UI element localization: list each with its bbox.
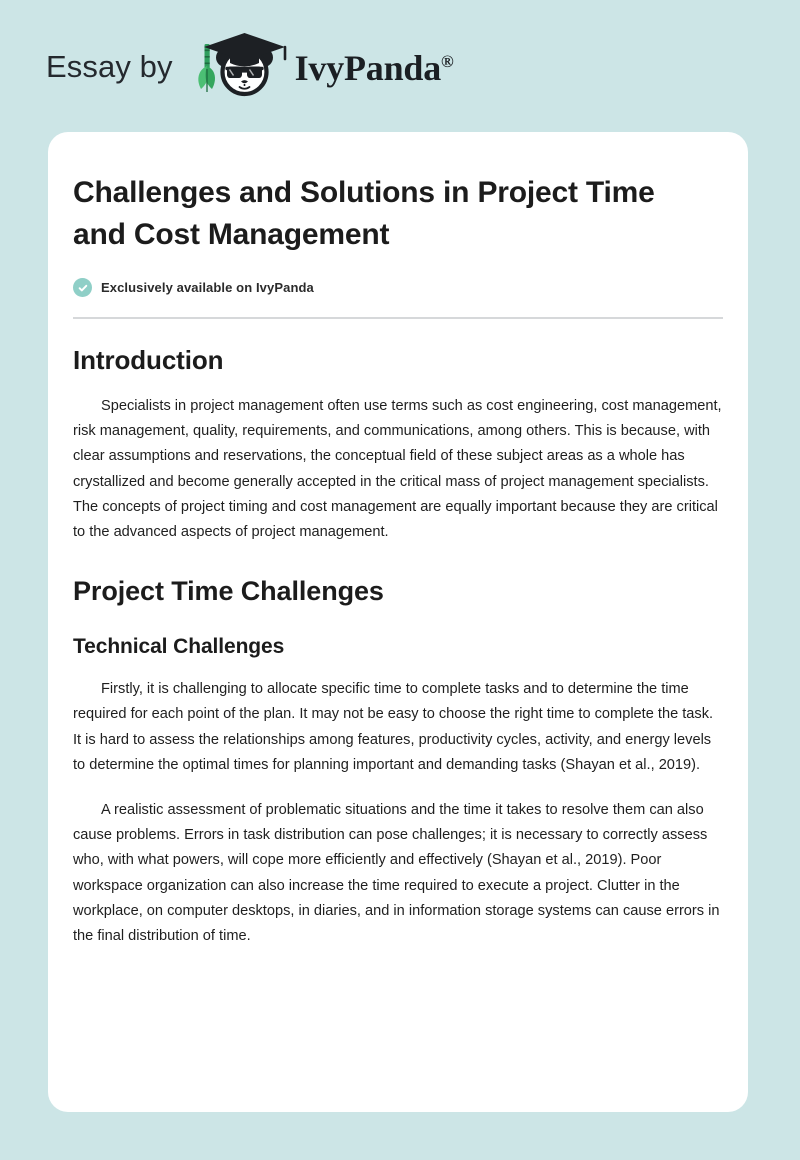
paragraph: Firstly, it is challenging to allocate specific time to complete tasks and to determine the time required for each point of the plan. It may not be easy to choose the right time to complete the task. It is hard to assess the relationships among features, productivity cycles, activity, and energy levels to determine the optimal times for planning important and demanding tasks (Shayan et al., 2019).: [73, 681, 714, 773]
exclusivity-badge: [73, 278, 723, 297]
section-heading-introduction: Introduction: [73, 345, 224, 375]
essay-paper-card: [48, 132, 748, 1112]
essay-by-label: Essay by: [46, 48, 173, 84]
brand-header: [0, 0, 800, 132]
paragraph: A realistic assessment of problematic situations and the time it takes to resolve them can also cause problems. Errors in task distribution can pose challenges; it is necessary to correctly assess who, with what powers, will cope more efficiently and effectively (Shayan et al., 2019). Poor workspace organization can also increase the time required to execute a project. Clutter in the workplace, on computer desktops, in diaries, and in information storage systems can cause errors in the final distribution of time.: [73, 802, 720, 945]
ivypanda-wordmark: [295, 50, 454, 86]
registered-trademark-mark: ®: [441, 52, 454, 71]
ivypanda-logo-lockup[interactable]: [189, 30, 454, 102]
ivypanda-panda-graduate-logo-icon: [189, 30, 293, 102]
page-title: Challenges and Solutions in Project Time and Cost Management: [73, 176, 655, 251]
exclusivity-badge-label: Exclusively available on IvyPanda: [101, 280, 314, 295]
paragraph: Specialists in project management often use terms such as cost engineering, cost management, risk management, quality, requirements, and communications, among others. This is because, with clear assumptions and reservations, the conceptual field of these subject areas as a whole has crystallized and become generally accepted in the critical mass of project management specialists. The concepts of project timing and cost management are equally important because they are critical to the advanced aspects of project management.: [73, 398, 722, 541]
section-heading-project-time-challenges: Project Time Challenges: [73, 576, 384, 607]
section-heading-technical-challenges: Technical Challenges: [73, 635, 285, 659]
check-circle-icon: [73, 278, 92, 297]
title-divider: [73, 317, 723, 319]
wordmark-text: IvyPanda: [294, 48, 442, 88]
